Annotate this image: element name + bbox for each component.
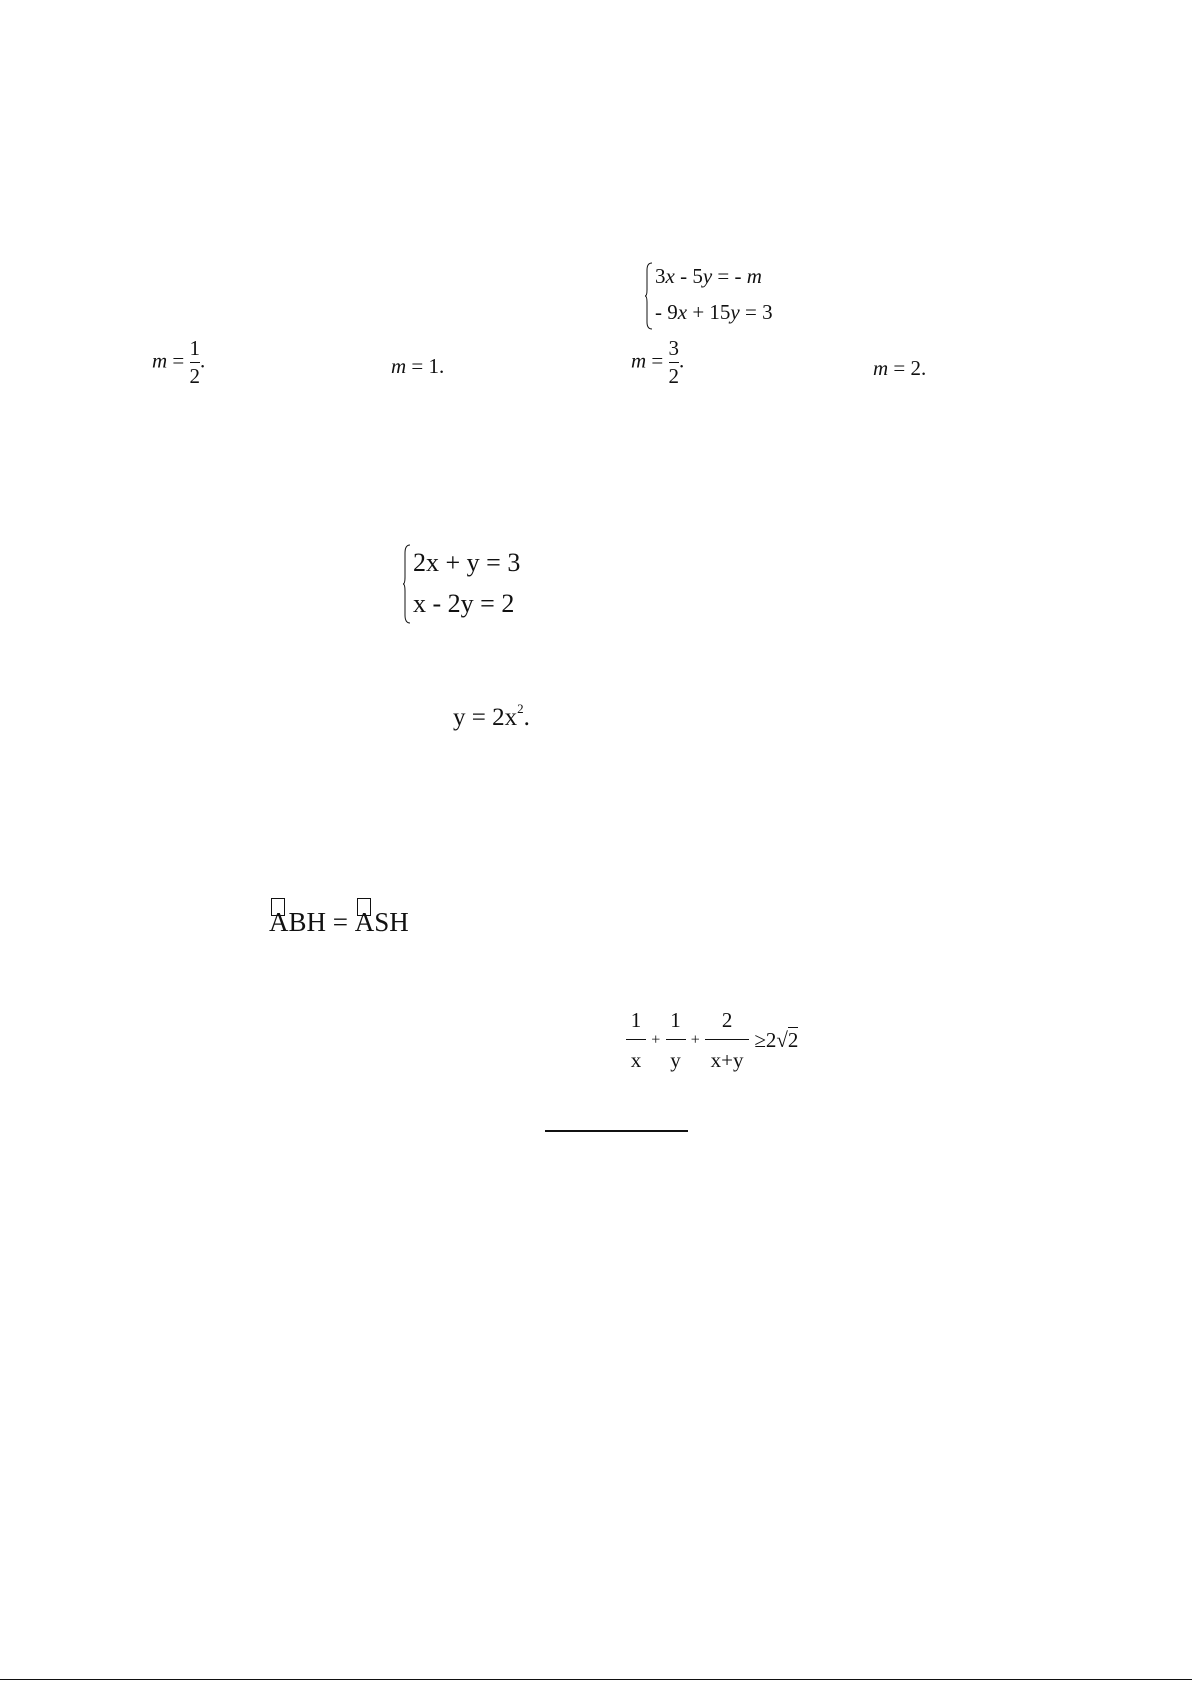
angle-symbol-icon [357,898,371,916]
option-c [631,338,684,387]
coef: 3 [655,264,666,288]
denominator: x [630,1048,642,1072]
var-m: m [152,348,168,373]
fraction-bar [705,1039,749,1040]
rhs: = - [712,264,747,288]
left-brace-icon [403,544,411,624]
period: . [679,348,685,373]
fraction-bar [190,362,201,363]
separator-line [545,1130,688,1132]
footer-line [0,1679,1192,1680]
period: . [200,348,206,373]
value: 2. [910,356,927,380]
angle-rest: BH = [288,907,355,937]
equation-row-1: 2x + y = 3 [413,548,521,577]
var-y: y [730,300,740,324]
equation-row-1 [655,266,762,287]
angle-1 [269,907,289,937]
operator: + [687,300,710,324]
denominator: x+y [710,1048,744,1072]
coef: - 9 [655,300,678,324]
coef: 5 [692,264,703,288]
option-b [391,356,444,377]
numerator: 1 [189,336,201,360]
rhs: = 3 [739,300,773,324]
vertex-letter: A [269,907,289,937]
var-m: m [746,264,762,288]
operator: - [674,264,693,288]
fraction [666,1010,686,1071]
relation: ≥2 [754,1028,777,1052]
fraction [190,338,201,387]
value: 1. [428,354,445,378]
fraction-bar [669,362,680,363]
equation-system-m [645,262,805,330]
option-a [152,338,205,387]
parabola-base: y = 2x [453,704,518,731]
equals: = [167,348,190,373]
plus: + [690,1031,700,1049]
equals: = [406,354,429,378]
left-brace-icon [645,262,653,330]
var-x: x [677,300,688,324]
fraction-bar [666,1039,686,1040]
fraction-bar [626,1039,646,1040]
fraction [626,1010,646,1071]
option-d [873,358,926,379]
coef: 15 [709,300,731,324]
denominator: 2 [189,364,201,388]
denominator: 2 [668,364,680,388]
angle-equality [269,909,409,936]
equals: = [646,348,669,373]
fraction [669,338,680,387]
sqrt-icon: √ [776,1028,788,1052]
equation-row-2 [655,302,773,323]
angle-symbol-icon [271,898,285,916]
angle-rest: SH [374,907,409,937]
var-m: m [391,354,407,378]
numerator: 1 [630,1008,642,1032]
exponent: 2 [517,701,524,716]
var-m: m [631,348,647,373]
var-y: y [702,264,713,288]
plus: + [651,1031,661,1049]
equation-system-2 [403,544,543,624]
period: . [523,704,530,731]
numerator: 3 [668,336,680,360]
numerator: 1 [670,1008,681,1032]
equals: = [888,356,911,380]
radicand: 2 [787,1028,799,1052]
var-x: x [665,264,675,288]
fraction [705,1010,749,1071]
angle-2 [355,907,375,937]
equation-row-2: x - 2y = 2 [413,589,515,618]
numerator: 2 [721,1008,733,1032]
inequality [626,1010,798,1071]
vertex-letter: A [354,907,375,937]
var-m: m [873,356,889,380]
parabola-equation [453,702,530,730]
denominator: y [670,1048,681,1072]
